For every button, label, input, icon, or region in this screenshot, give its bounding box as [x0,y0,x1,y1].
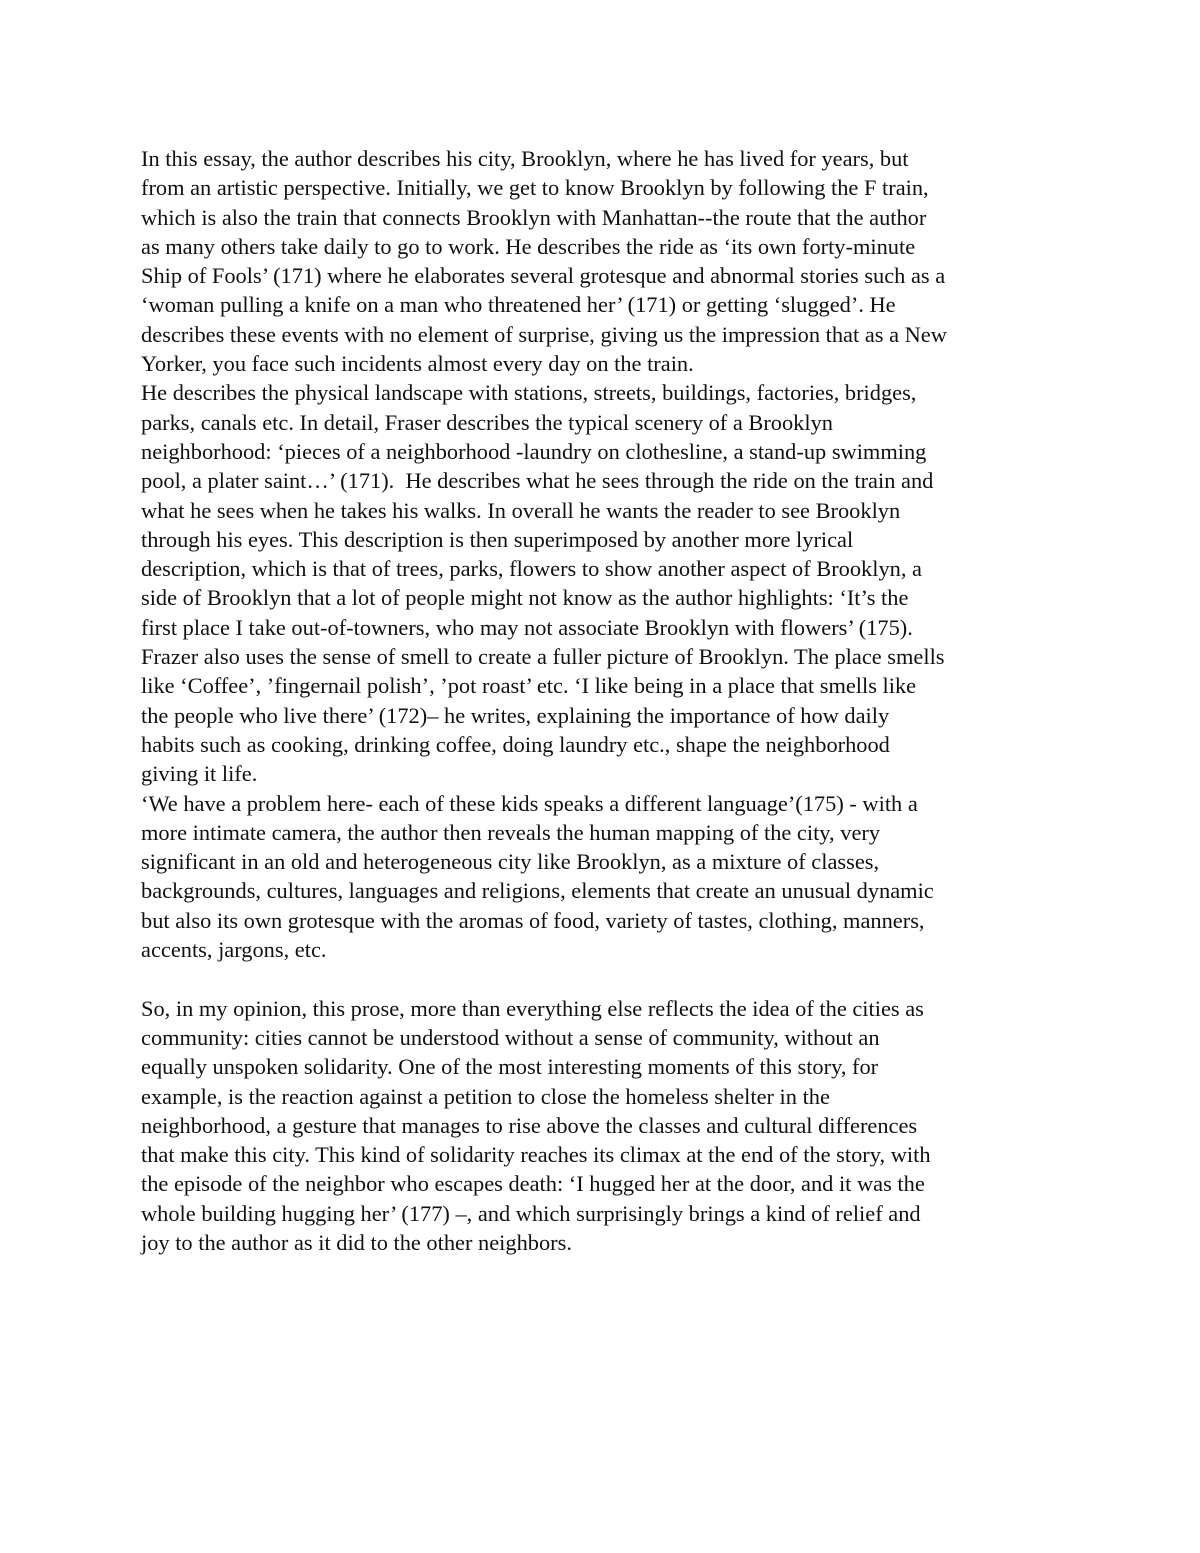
text-line: pool, a plater saint…’ (171). He describes what he sees through the ride on the train and [141,468,934,494]
paragraph-gap [141,964,1081,993]
text-line: as many others take daily to go to work. He describes the ride as ‘its own forty-minute [141,233,916,259]
text-line: equally unspoken solidarity. One of the most interesting moments of this story, for [141,1054,879,1080]
text-line: Frazer also uses the sense of smell to create a fuller picture of Brooklyn. The place smells [141,644,945,670]
text-line: which is also the train that connects Brooklyn with Manhattan--the route that the author [141,204,927,230]
text-line: side of Brooklyn that a lot of people might not know as the author highlights: ‘It’s the [141,585,909,611]
text-line: neighborhood: ‘pieces of a neighborhood -laundry on clothesline, a stand-up swimming [141,438,927,464]
text-line: the episode of the neighbor who escapes death: ‘I hugged her at the door, and it was the [141,1171,925,1197]
text-line: example, is the reaction against a petition to close the homeless shelter in the [141,1083,830,1109]
text-line: first place I take out-of-towners, who may not associate Brooklyn with flowers’ (175). [141,614,913,640]
text-line: backgrounds, cultures, languages and religions, elements that create an unusual dynamic [141,878,934,904]
paragraph-2 [141,378,1081,788]
text-line: parks, canals etc. In detail, Fraser describes the typical scenery of a Brooklyn [141,409,833,435]
text-line: joy to the author as it did to the other neighbors. [141,1229,572,1255]
text-line: neighborhood, a gesture that manages to rise above the classes and cultural differences [141,1112,918,1138]
text-line: that make this city. This kind of solidarity reaches its climax at the end of the story, with [141,1142,931,1168]
text-line: habits such as cooking, drinking coffee, doing laundry etc., shape the neighborhood [141,731,890,757]
paragraph-4 [141,994,1081,1258]
text-line: from an artistic perspective. Initially, we get to know Brooklyn by following the F train, [141,175,929,201]
text-line: giving it life. [141,761,258,787]
text-line: ‘woman pulling a knife on a man who threatened her’ (171) or getting ‘slugged’. He [141,292,896,318]
text-line: whole building hugging her’ (177) –, and which surprisingly brings a kind of relief and [141,1200,921,1226]
text-line: accents, jargons, etc. [141,937,327,963]
text-line: but also its own grotesque with the aromas of food, variety of tastes, clothing, manners, [141,907,925,933]
paragraph-3 [141,789,1081,965]
text-line: through his eyes. This description is then superimposed by another more lyrical [141,526,854,552]
paragraph-1 [141,144,1081,378]
essay-body [141,144,1081,1257]
text-line: like ‘Coffee’, ’fingernail polish’, ’pot roast’ etc. ‘I like being in a place that smells like [141,673,917,699]
text-line: what he sees when he takes his walks. In overall he wants the reader to see Brooklyn [141,497,901,523]
text-line: more intimate camera, the author then reveals the human mapping of the city, very [141,819,881,845]
text-line: ‘We have a problem here- each of these kids speaks a different language’(175) - with a [141,790,918,816]
text-line: Yorker, you face such incidents almost every day on the train. [141,351,694,377]
text-line: description, which is that of trees, parks, flowers to show another aspect of Brooklyn, a [141,556,922,582]
text-line: describes these events with no element of surprise, giving us the impression that as a New [141,321,947,347]
text-line: the people who live there’ (172)– he writes, explaining the importance of how daily [141,702,890,728]
text-line: He describes the physical landscape with stations, streets, buildings, factories, bridges, [141,380,917,406]
text-line: In this essay, the author describes his city, Brooklyn, where he has lived for years, but [141,146,909,171]
text-line: Ship of Fools’ (171) where he elaborates several grotesque and abnormal stories such as a [141,263,946,289]
text-line: community: cities cannot be understood without a sense of community, without an [141,1024,880,1050]
text-line: So, in my opinion, this prose, more than everything else reflects the idea of the cities as [141,995,924,1021]
text-line: significant in an old and heterogeneous city like Brooklyn, as a mixture of classes, [141,849,880,875]
